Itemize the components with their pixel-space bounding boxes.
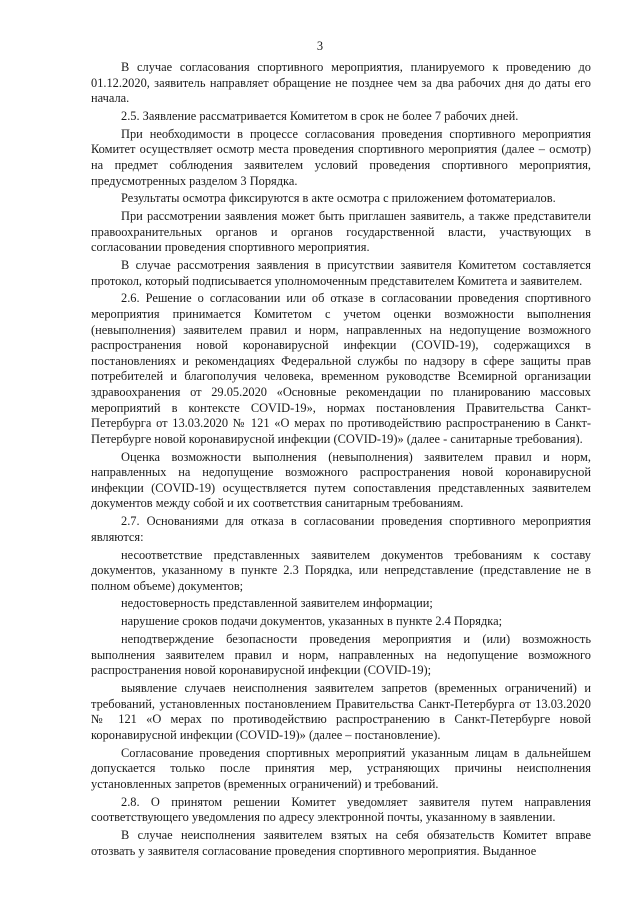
- paragraph: 2.6. Решение о согласовании или об отказе в согласовании проведения спортивного мероприятия принимается Комитетом с учетом оценки возможности выполнения (невыполнения) заявителем правил и норм, направленных на недопущение возможного распространения новой коронавирусной инфекции (COVID-19), содержащихся в постановлениях и рекомендациях Федеральной службы по надзору в сфере защиты прав потребителей и благополучия человека, временном руководстве Всемирной организации здравоохранения от 29.05.2020 «Основные рекомендации по планированию массовых мероприятий в контексте COVID-19», нормах постановления Правительства Санкт-Петербурга от 13.03.2020 № 121 «О мерах по противодействию распространению в Санкт-Петербурге новой коронавирусной инфекции (COVID-19)» (далее - санитарные требования).: [91, 291, 591, 446]
- paragraph: В случае согласования спортивного мероприятия, планируемого к проведению до 01.12.2020, заявитель направляет обращение не позднее чем за два рабочих дня до даты его начала.: [91, 60, 591, 106]
- paragraph: 2.8. О принятом решении Комитет уведомляет заявителя путем направления соответствующего уведомления по адресу электронной почты, указанному в заявлении.: [91, 794, 591, 825]
- paragraph: нарушение сроков подачи документов, указанных в пункте 2.4 Порядка;: [121, 614, 503, 629]
- paragraph: выявление случаев неисполнения заявителем запретов (временных ограничений) и требований, установленных постановлением Правительства Санкт-Петербурга от 13.03.2020 № 121 «О мерах по противодействию распространению в Санкт-Петербурге новой коронавирусной инфекции (COVID-19)» (далее – постановление).: [91, 681, 591, 742]
- page-number: 3: [316, 39, 324, 53]
- paragraph: Оценка возможности выполнения (невыполнения) заявителем правил и норм, направленных на недопущение возможного распространения новой коронавирусной инфекции (COVID-19) осуществляется путем сопоставления представленных заявителем документов между собой и их соответствия санитарным требованиям.: [91, 449, 591, 511]
- paragraph: При необходимости в процессе согласования проведения спортивного мероприятия Комитет осуществляет осмотр места проведения спортивного мероприятия (далее – осмотр) на предмет соблюдения заявителем условий проведения спортивного мероприятия, предусмотренных разделом 3 Порядка.: [91, 126, 591, 188]
- paragraph: Согласование проведения спортивных мероприятий указанным лицам в дальнейшем допускается только после принятия мер, устраняющих причины неисполнения установленных запретов (временных ограничений) и требований.: [91, 745, 591, 791]
- paragraph: 2.5. Заявление рассматривается Комитетом в срок не более 7 рабочих дней.: [121, 108, 519, 123]
- paragraph: В случае неисполнения заявителем взятых на себя обязательств Комитет вправе отозвать у заявителя согласование проведения спортивного мероприятия. Выданное: [91, 827, 591, 858]
- paragraph: несоответствие представленных заявителем документов требованиям к составу документов, указанному в пункте 2.3 Порядка, или непредставление (представление не в полном объеме) документов;: [91, 547, 591, 593]
- paragraph: 2.7. Основаниями для отказа в согласовании проведения спортивного мероприятия являются:: [91, 514, 591, 544]
- paragraph: недостоверность представленной заявителем информации;: [121, 596, 433, 611]
- paragraph: При рассмотрении заявления может быть приглашен заявитель, а также представители правоохранительных органов и органов государственной власти, участвующих в согласовании проведения спортивного мероприятия.: [91, 209, 591, 255]
- document-body: [91, 60, 591, 861]
- paragraph: Результаты осмотра фиксируются в акте осмотра с приложением фотоматериалов.: [121, 191, 556, 206]
- paragraph: В случае рассмотрения заявления в присутствии заявителя Комитетом составляется протокол, который подписывается уполномоченным представителем Комитета и заявителем.: [91, 258, 591, 288]
- paragraph: неподтверждение безопасности проведения мероприятия и (или) возможность выполнения заявителем правил и норм, направленных на недопущение возможного распространения новой коронавирусной инфекции (COVID-19);: [91, 632, 591, 678]
